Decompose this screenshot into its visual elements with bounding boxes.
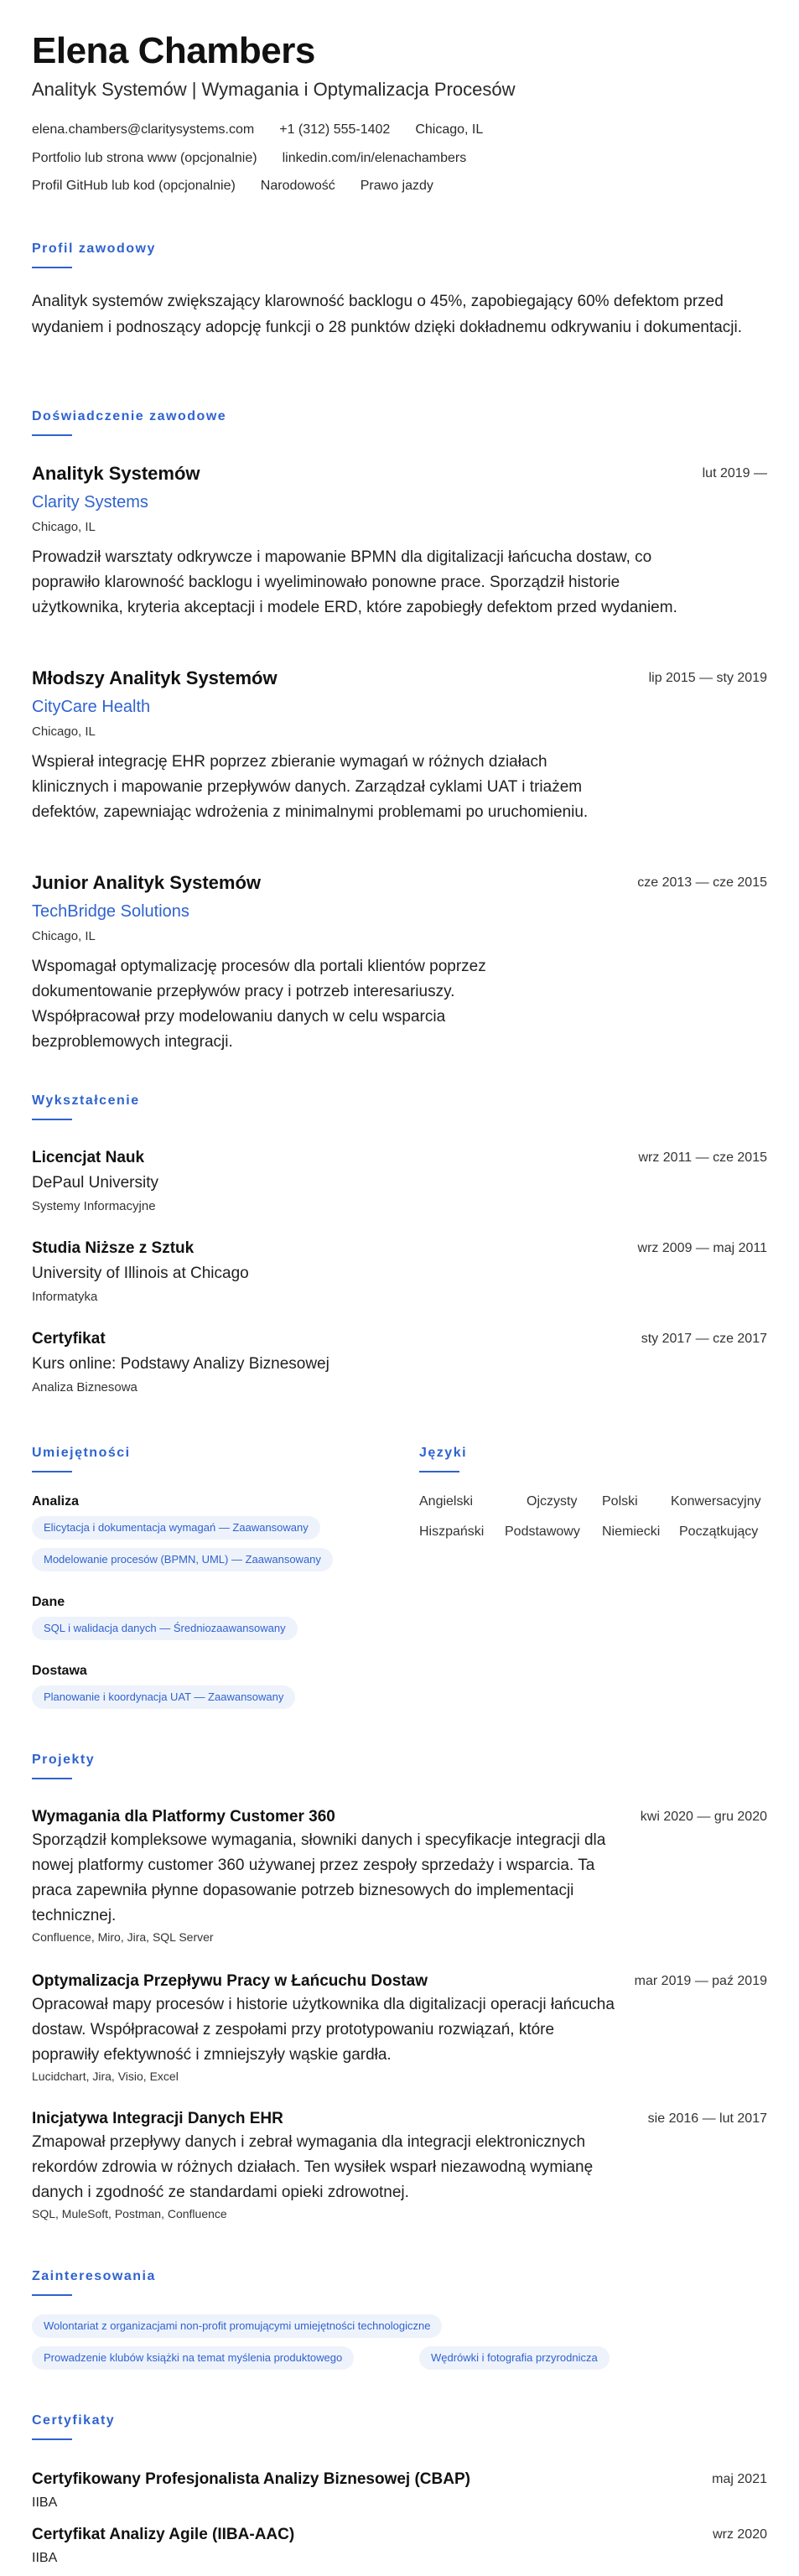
contact-row-1 [32,122,508,138]
education-degree: Licencjat Nauk [32,1149,145,1166]
language-level: Konwersacyjny [671,1494,761,1509]
section-title-profile: Profil zawodowy [32,242,156,256]
job-dates: lut 2019 — [702,466,767,480]
job-location: Chicago, IL [32,724,96,739]
section-title-certificates: Certyfikaty [32,2413,116,2428]
education-dates: wrz 2009 — maj 2011 [637,1241,767,1255]
phone-number: +1 (312) 555-1402 [279,122,391,137]
certificate-date: maj 2021 [712,2472,767,2486]
language-name: Angielski [419,1494,474,1509]
education-dates: sty 2017 — cze 2017 [641,1332,767,1346]
skill-group-title: Analiza [32,1494,80,1509]
skill-pill: SQL i walidacja danych — Średniozaawansowany [32,1617,298,1640]
portfolio-link[interactable]: Portfolio lub strona www (opcjonalnie) [32,151,257,165]
project-dates: sie 2016 — lut 2017 [647,2111,767,2126]
section-divider [32,434,72,436]
profile-summary: Analityk systemów zwiększający klarowność backlogu o 45%, zapobiegający 60% defektom przed wydaniem i podnoszący adopcję funkcji o 28 punktów dzięki dokładnemu odkrywaniu i dokumentacji. [32,293,743,336]
section-title-skills: Umiejętności [32,1446,131,1460]
project-dates: mar 2019 — paź 2019 [634,1974,767,1988]
job-title: Młodszy Analityk Systemów [32,667,278,688]
language-name: Hiszpański [419,1524,485,1539]
interest-pill: Wolontariat z organizacjami non-profit promującymi umiejętności technologiczne [32,2314,442,2338]
language-level: Podstawowy [505,1524,580,1539]
certificate-title: Certyfikowany Profesjonalista Analizy Biznesowej (CBAP) [32,2470,470,2488]
skill-group-title: Dane [32,1595,65,1609]
education-dates: wrz 2011 — cze 2015 [638,1150,767,1165]
section-title-interests: Zainteresowania [32,2269,156,2283]
certificate-issuer: IIBA [32,2551,58,2565]
certificate-date: wrz 2020 [713,2527,767,2542]
location-text: Chicago, IL [415,122,484,137]
section-divider [32,1471,72,1472]
project-dates: kwi 2020 — gru 2020 [640,1810,767,1824]
project-description: Zmapował przepływy danych i zebrał wymagania dla integracji elektronicznych rekordów zdrowia w różnych działach. Ten wysiłek wsparł niezawodną wymianę danych i zgodność ze standardami opieki zdrowotnej. [32,2133,594,2201]
section-divider [32,1778,72,1779]
contact-row-3 [32,179,459,194]
project-description: Opracował mapy procesów i historie użytkownika dla digitalizacji operacji łańcucha dostaw. Współpracował z zespołami przy prototypowaniu rozwiązań, które poprawiły efektywność i zmniejszyły wąskie gardła. [32,1996,615,2064]
education-school: Kurs online: Podstawy Analizy Biznesowej [32,1355,329,1373]
education-school: DePaul University [32,1174,158,1192]
project-title: Inicjatywa Integracji Danych EHR [32,2110,283,2127]
github-link[interactable]: Profil GitHub lub kod (opcjonalnie) [32,179,236,193]
email-link[interactable]: elena.chambers@claritysystems.com [32,122,255,137]
job-description: Wspierał integrację EHR poprzez zbieranie wymagań w różnych działach klinicznych i mapowanie przepływów danych. Zarządzał cyklami UAT i triażem defektów, zapewniając wdrożenia z minimalnymi problemami po uruchomieniu. [32,753,589,821]
interest-pill: Prowadzenie klubów książki na temat myślenia produktowego [32,2346,354,2370]
certificate-issuer: IIBA [32,2496,58,2510]
project-title: Optymalizacja Przepływu Pracy w Łańcuchu Dostaw [32,1972,428,1990]
project-tech: Confluence, Miro, Jira, SQL Server [32,1930,214,1944]
linkedin-link[interactable]: linkedin.com/in/elenachambers [282,151,467,165]
contact-row-2 [32,151,491,166]
section-title-projects: Projekty [32,1753,96,1767]
section-divider [32,1119,72,1120]
language-name: Niemiecki [602,1524,661,1539]
education-field: Analiza Biznesowa [32,1380,137,1394]
skill-group-title: Dostawa [32,1664,87,1678]
job-company: TechBridge Solutions [32,902,189,921]
section-divider [32,267,72,268]
education-field: Informatyka [32,1290,98,1304]
project-tech: SQL, MuleSoft, Postman, Confluence [32,2207,227,2220]
job-description: Wspomagał optymalizację procesów dla portali klientów poprzez dokumentowanie przepływów pracy i potrzeb interesariuszy. Współpracował przy modelowaniu danych w celu wsparcia bezproblemowych integracji. [32,958,486,1051]
language-level: Ojczysty [527,1494,578,1509]
candidate-headline: Analityk Systemów | Wymagania i Optymalizacja Procesów [32,79,516,100]
job-dates: lip 2015 — sty 2019 [648,671,767,685]
section-title-experience: Doświadczenie zawodowe [32,409,227,423]
job-company: Clarity Systems [32,493,148,512]
education-degree: Studia Niższe z Sztuk [32,1239,195,1257]
skill-pill: Modelowanie procesów (BPMN, UML) — Zaawansowany [32,1548,333,1571]
nationality-text: Narodowość [260,179,335,193]
project-description: Sporządził kompleksowe wymagania, słowniki danych i specyfikacje integracji dla nowej platformy customer 360 używanej przez zespoły sprzedaży i wsparcia. Ta praca zapewniła płynne dopasowanie potrzeb biznesowych do implementacji technicznej. [32,1831,606,1924]
certificate-title: Certyfikat Analizy Agile (IIBA-AAC) [32,2526,295,2543]
job-title: Junior Analityk Systemów [32,872,262,893]
education-degree: Certyfikat [32,1330,106,1348]
job-description: Prowadził warsztaty odkrywcze i mapowanie BPMN dla digitalizacji łańcucha dostaw, co poprawiło klarowność backlogu i wyeliminowało ponowne prace. Sporządził historie użytkownika, kryteria akceptacji i modele ERD, które zapobiegły defektom przed wydaniem. [32,548,677,616]
skill-pill: Elicytacja i dokumentacja wymagań — Zaawansowany [32,1516,320,1540]
education-school: University of Illinois at Chicago [32,1265,249,1282]
language-level: Początkujący [679,1524,759,1539]
job-dates: cze 2013 — cze 2015 [637,875,767,890]
section-title-education: Wykształcenie [32,1093,140,1108]
job-title: Analityk Systemów [32,463,200,484]
education-field: Systemy Informacyjne [32,1199,156,1213]
section-divider [419,1471,459,1472]
job-location: Chicago, IL [32,929,96,943]
driving-license-text: Prawo jazdy [360,179,433,193]
language-name: Polski [602,1494,638,1509]
section-title-languages: Języki [419,1446,468,1460]
section-divider [32,2438,72,2440]
job-location: Chicago, IL [32,520,96,534]
project-tech: Lucidchart, Jira, Visio, Excel [32,2070,179,2083]
interest-pill: Wędrówki i fotografia przyrodnicza [419,2346,610,2370]
skill-pill: Planowanie i koordynacja UAT — Zaawansowany [32,1685,295,1709]
job-company: CityCare Health [32,698,151,716]
project-title: Wymagania dla Platformy Customer 360 [32,1808,335,1826]
candidate-name: Elena Chambers [32,30,315,71]
section-divider [32,2294,72,2296]
